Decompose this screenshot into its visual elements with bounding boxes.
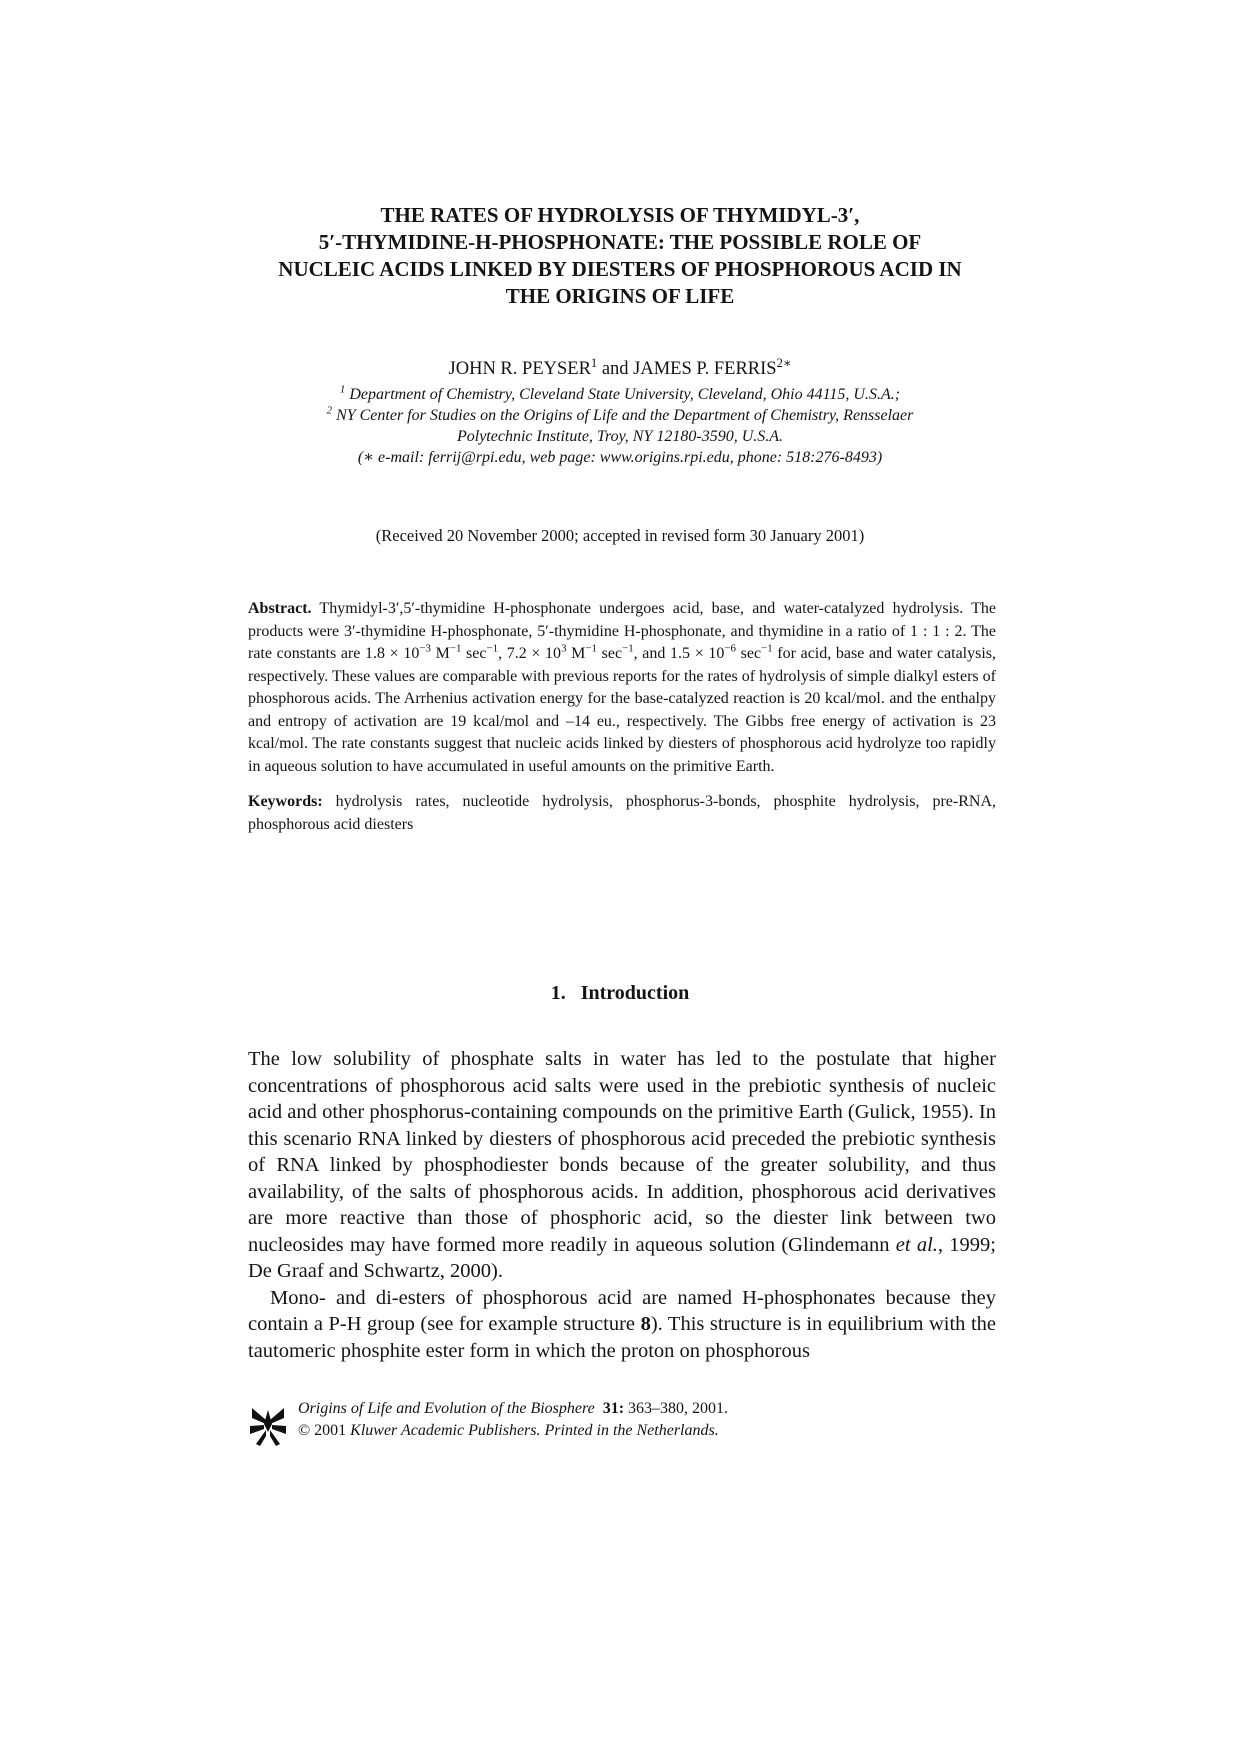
body-paragraph bbox=[248, 1046, 996, 1285]
title-line: THE RATES OF HYDROLYSIS OF THYMIDYL-3′, bbox=[380, 203, 860, 227]
keywords-paragraph bbox=[248, 791, 996, 836]
body-text-run: , 1999; De Graaf and Schwartz, 2000). bbox=[248, 1233, 996, 1282]
journal-citation bbox=[298, 1398, 728, 1420]
author-affiliation-mark: 2∗ bbox=[776, 355, 792, 370]
author-affiliation-mark: 1 bbox=[590, 355, 598, 370]
exponent: −1 bbox=[622, 642, 634, 655]
body-text-run: Mono- and di-esters of phosphorous acid are named H-phosphonates because they contain a P-H group (see for example structure bbox=[248, 1286, 996, 1335]
footer-citation bbox=[298, 1398, 728, 1442]
author-conjunction: and bbox=[597, 359, 634, 379]
copyright-line bbox=[298, 1420, 728, 1442]
title-line: 5′-THYMIDINE-H-PHOSPHONATE: THE POSSIBLE ROLE OF bbox=[318, 230, 922, 254]
affiliation-line bbox=[240, 405, 1000, 426]
received-dates: (Received 20 November 2000; accepted in revised form 30 January 2001) bbox=[375, 526, 865, 545]
exponent: −1 bbox=[761, 642, 773, 655]
section-number: 1. bbox=[550, 982, 566, 1004]
abstract-text: for acid, base and water catalysis, respectively. These values are comparable with previous reports for the rates of hydrolysis of simple dialkyl esters of phosphorous acids. The Arrhenius activation energy for the base-catalyzed reaction is 20 kcal/mol. and the enthalpy and entropy of activation are 19 kcal/mol and –14 eu., respectively. The Gibbs free energy of activation is 23 kcal/mol. The rate constants suggest that nucleic acids linked by diesters of phosphorous acid hydrolyze too rapidly in aqueous solution to have accumulated in useful amounts on the primitive Earth. bbox=[248, 645, 997, 775]
exponent: −1 bbox=[449, 642, 462, 655]
publisher-name: Kluwer Academic Publishers. Printed in the Netherlands. bbox=[350, 1422, 719, 1439]
contact-line: (∗ e-mail: ferrij@rpi.edu, web page: www.origins.rpi.edu, phone: 518:276-8493) bbox=[357, 449, 883, 466]
abstract-text: Thymidyl-3′,5′-thymidine H-phosphonate undergoes acid, base, and water-catalyzed hydrolysis. The products were 3′-thymidine H-phosphonate, 5′-thymidine H-phosphonate, and thymidine in a ratio of 1 : 1 : 2. The rate constants are 1.8 × 10 bbox=[248, 600, 996, 662]
title-line: NUCLEIC ACIDS LINKED BY DIESTERS OF PHOSPHOROUS ACID IN bbox=[278, 257, 962, 281]
affiliation-text: NY Center for Studies on the Origins of Life and the Department of Chemistry, Rensselaer bbox=[332, 407, 914, 424]
abstract-text: M bbox=[566, 645, 586, 662]
body-text bbox=[248, 1046, 996, 1364]
author-list bbox=[240, 355, 1000, 380]
publisher-logo-icon bbox=[250, 1406, 286, 1446]
author-name: JAMES P. FERRIS bbox=[633, 359, 777, 379]
abstract-text: sec bbox=[461, 645, 487, 662]
body-italic-run: et al. bbox=[895, 1233, 938, 1256]
abstract-label: Abstract. bbox=[248, 600, 312, 617]
affiliation-line: Polytechnic Institute, Troy, NY 12180-3590, U.S.A. bbox=[456, 428, 784, 445]
journal-volume: 31: bbox=[602, 1400, 625, 1417]
exponent: −1 bbox=[486, 642, 499, 655]
page-footer bbox=[250, 1398, 950, 1448]
keywords-text: hydrolysis rates, nucleotide hydrolysis, phosphorus-3-bonds, phosphite hydrolysis, pre-RNA, phosphorous acid diesters bbox=[248, 793, 996, 833]
abstract-text: , 7.2 × 10 bbox=[498, 645, 562, 662]
title-line: THE ORIGINS OF LIFE bbox=[505, 284, 735, 308]
section-heading bbox=[240, 982, 1000, 1005]
copyright-symbol: © 2001 bbox=[298, 1422, 351, 1439]
exponent: −1 bbox=[585, 642, 597, 655]
body-text-run: ). This structure is in equilibrium with the tautomeric phosphite ester form in which the proton on phosphorous bbox=[248, 1313, 996, 1362]
affiliation-mark: 2 bbox=[326, 404, 333, 417]
exponent: −6 bbox=[724, 642, 736, 655]
abstract-text: sec bbox=[735, 645, 762, 662]
exponent: 3 bbox=[561, 642, 567, 655]
abstract-paragraph bbox=[248, 598, 996, 778]
author-name: JOHN R. PEYSER bbox=[448, 359, 591, 379]
section-title: Introduction bbox=[580, 982, 690, 1004]
abstract-text: sec bbox=[596, 645, 623, 662]
keywords-label: Keywords: bbox=[248, 793, 323, 810]
affiliation-text: Department of Chemistry, Cleveland State University, Cleveland, Ohio 44115, U.S.A.; bbox=[345, 386, 901, 403]
body-paragraph bbox=[248, 1285, 996, 1365]
abstract-text: M bbox=[430, 645, 450, 662]
body-text-run: The low solubility of phosphate salts in water has led to the postulate that higher concentrations of phosphorous acid salts were used in the prebiotic synthesis of nucleic acid and other phosphorus-containing compounds on the primitive Earth (Gulick, 1955). In this scenario RNA linked by diesters of phosphorous acid preceded the prebiotic synthesis of RNA linked by phosphodiester bonds because of the greater solubility, and thus availability, of the salts of phosphorous acids. In addition, phosphorous acid derivatives are more reactive than those of phosphoric acid, so the diester link between two nucleosides may have formed more readily in aqueous solution (Glindemann bbox=[248, 1048, 996, 1256]
affiliation-line bbox=[240, 384, 1000, 405]
abstract-block bbox=[248, 598, 996, 836]
affiliation-mark: 1 bbox=[339, 383, 346, 396]
journal-pages: 363–380, 2001. bbox=[624, 1400, 729, 1417]
affiliations bbox=[240, 384, 1000, 468]
structure-reference: 8 bbox=[640, 1313, 651, 1335]
journal-name: Origins of Life and Evolution of the Biosphere bbox=[298, 1400, 595, 1417]
exponent: −3 bbox=[419, 642, 431, 655]
abstract-text: , and 1.5 × 10 bbox=[633, 645, 725, 662]
paper-title bbox=[240, 202, 1000, 310]
